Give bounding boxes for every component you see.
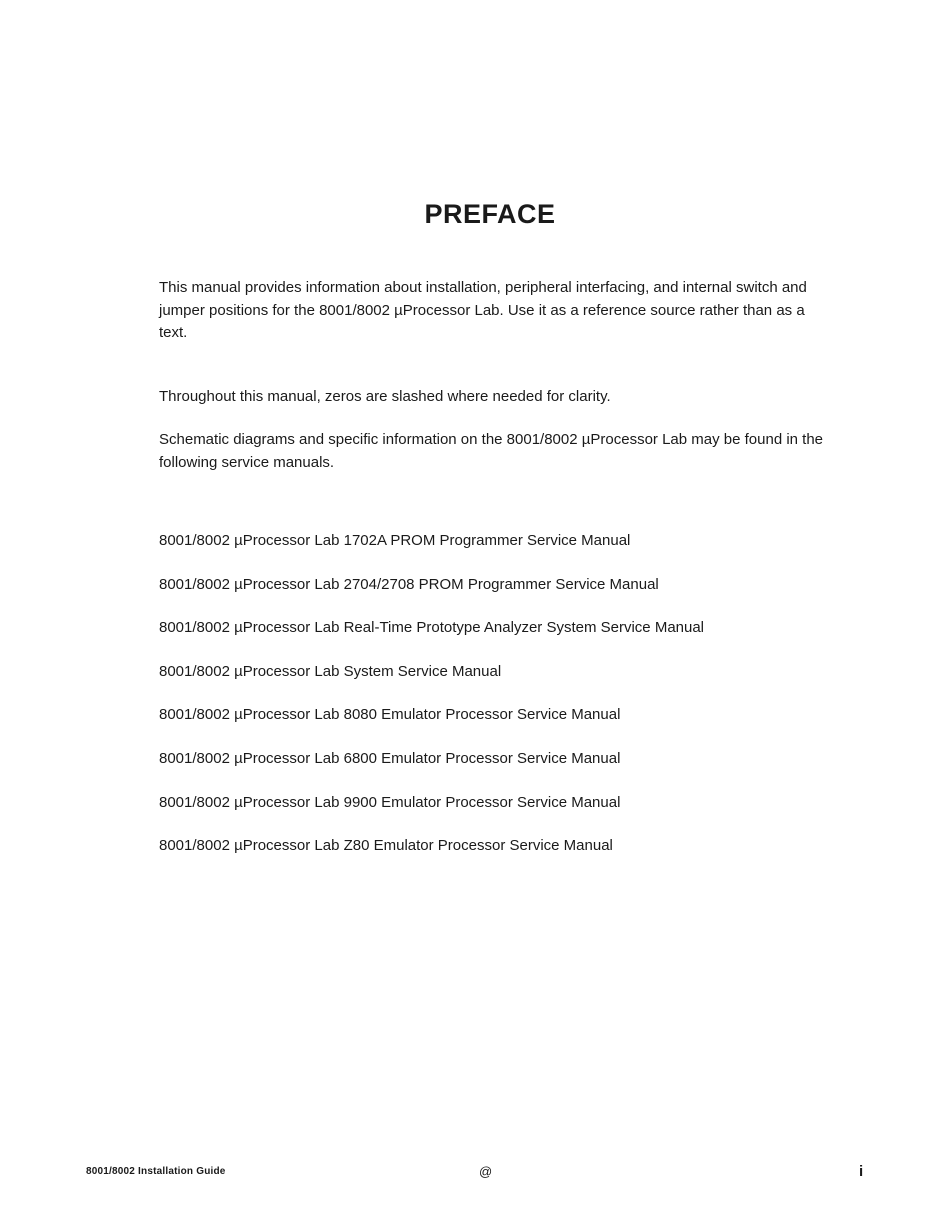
zeros-note-paragraph: Throughout this manual, zeros are slashed where needed for clarity. bbox=[159, 388, 611, 405]
list-item: 8001/8002 µProcessor Lab Z80 Emulator Processor Service Manual bbox=[159, 837, 613, 855]
page-title: PREFACE bbox=[424, 199, 556, 229]
schematics-paragraph: Schematic diagrams and specific information on the 8001/8002 µProcessor Lab may be found in the following service manuals. bbox=[159, 431, 824, 471]
list-item: 8001/8002 µProcessor Lab 6800 Emulator Processor Service Manual bbox=[159, 749, 621, 767]
list-item: 8001/8002 µProcessor Lab System Service Manual bbox=[159, 662, 502, 680]
list-item: 8001/8002 µProcessor Lab 1702A PROM Programmer Service Manual bbox=[159, 532, 631, 549]
intro-paragraph: This manual provides information about installation, peripheral interfacing, and internal switch and jumper positions for the 8001/8002 µProcessor Lab. Use it as a reference source rather than as a text. bbox=[159, 279, 807, 341]
footer-document-name: 8001/8002 Installation Guide bbox=[86, 1166, 226, 1177]
list-item: 8001/8002 µProcessor Lab 2704/2708 PROM Programmer Service Manual bbox=[159, 575, 659, 593]
footer-center-mark: @ bbox=[479, 1164, 493, 1179]
service-manual-list bbox=[159, 530, 859, 879]
list-item: 8001/8002 µProcessor Lab Real-Time Prototype Analyzer System Service Manual bbox=[159, 619, 705, 637]
list-item: 8001/8002 µProcessor Lab 8080 Emulator Processor Service Manual bbox=[159, 706, 621, 724]
list-item: 8001/8002 µProcessor Lab 9900 Emulator Processor Service Manual bbox=[159, 793, 621, 811]
footer-page-number: i bbox=[859, 1163, 864, 1180]
